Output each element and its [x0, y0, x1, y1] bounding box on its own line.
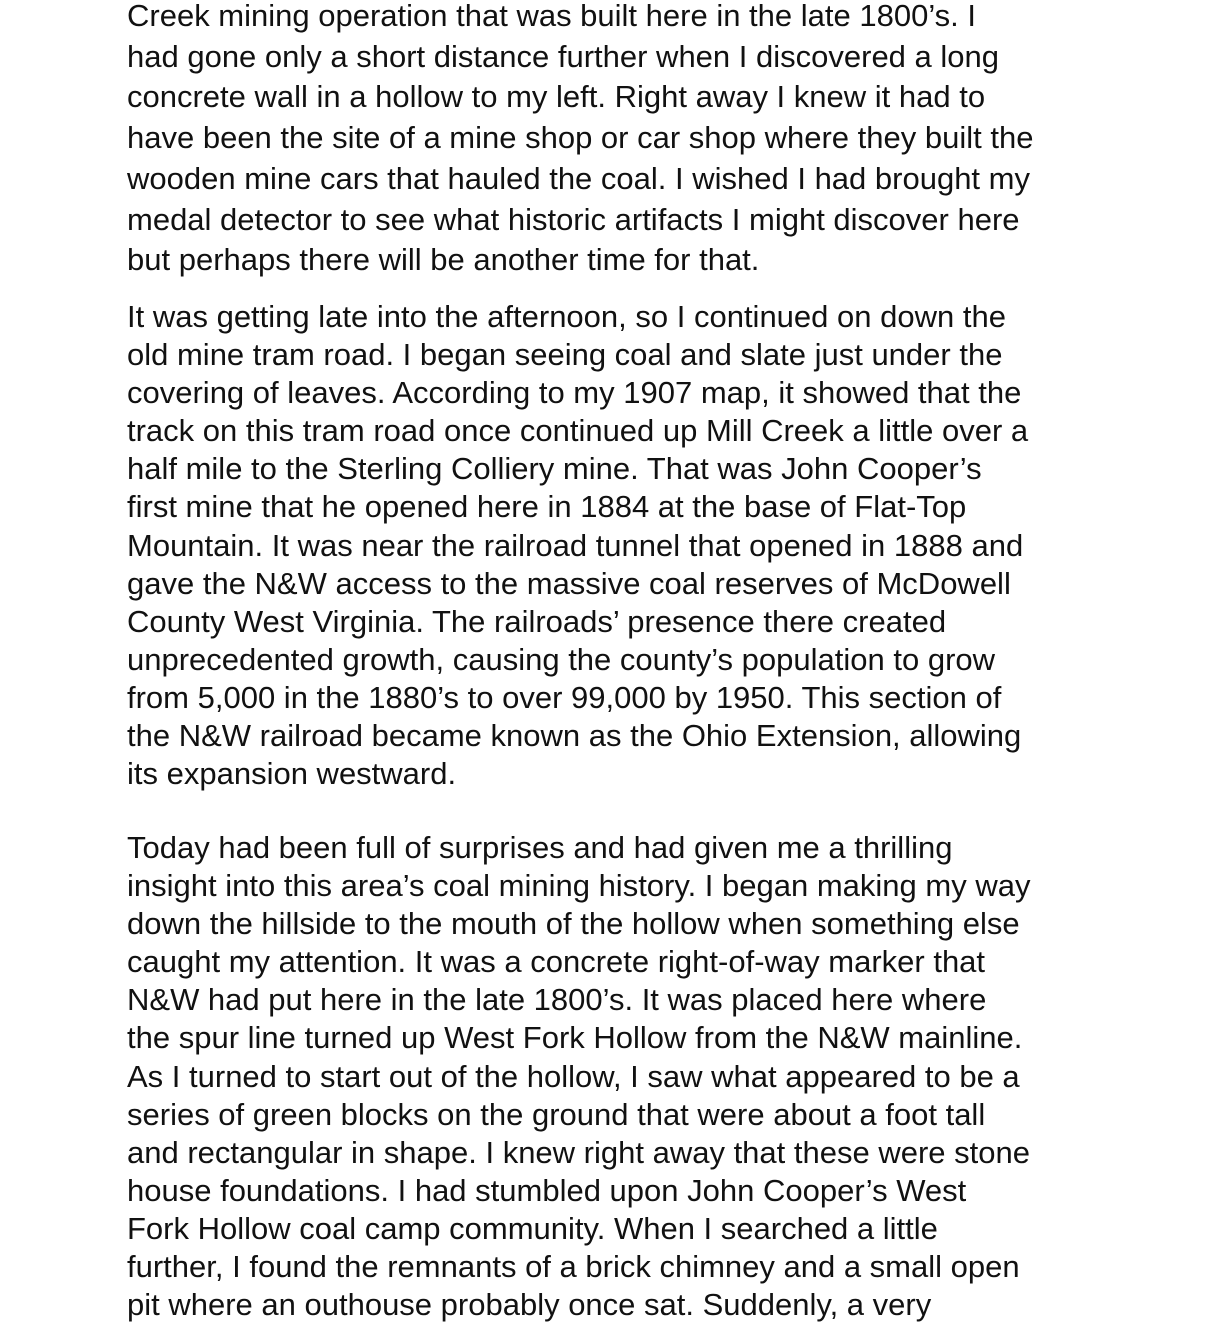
text-line: It was getting late into the afternoon, so I continued on down the [127, 299, 1006, 334]
text-line: unprecedented growth, causing the county’s population to grow [127, 641, 996, 677]
text-line: house foundations. I had stumbled upon John Cooper’s West [127, 1172, 967, 1208]
text-line: wooden mine cars that hauled the coal. I wished I had brought my [127, 160, 1030, 196]
text-line: and rectangular in shape. I knew right away that these were stone [127, 1134, 1030, 1170]
text-line: the spur line turned up West Fork Hollow from the N&W mainline. [127, 1020, 1023, 1056]
text-line: medal detector to see what historic artifacts I might discover here [127, 201, 1020, 237]
text-line: series of green blocks on the ground that were about a foot tall [127, 1096, 986, 1132]
text-line: As I turned to start out of the hollow, I saw what appeared to be a [127, 1058, 1020, 1094]
text-line: pit where an outhouse probably once sat. Suddenly, a very [127, 1287, 932, 1323]
text-line: track on this tram road once continued up Mill Creek a little over a [127, 413, 1029, 449]
paragraph-tram-road [127, 298, 1028, 793]
text-line: Creek mining operation that was built here in the late 1800’s. I [127, 0, 976, 33]
text-line: covering of leaves. According to my 1907 map, it showed that the [127, 375, 1022, 411]
text-line: caught my attention. It was a concrete right-of-way marker that [127, 944, 986, 980]
text-line: Today had been full of surprises and had given me a thrilling [127, 830, 953, 865]
text-line: but perhaps there will be another time for that. [127, 242, 760, 278]
text-line: from 5,000 in the 1880’s to over 99,000 by 1950. This section of [127, 679, 1002, 715]
text-line: Mountain. It was near the railroad tunnel that opened in 1888 and [127, 527, 1024, 563]
paragraph-coal-camp [127, 829, 1030, 1324]
text-line: insight into this area’s coal mining history. I began making my way [127, 868, 1031, 904]
text-line: had gone only a short distance further when I discovered a long [127, 38, 999, 74]
text-line: further, I found the remnants of a brick chimney and a small open [127, 1249, 1020, 1285]
text-line: N&W had put here in the late 1800’s. It was placed here where [127, 982, 987, 1018]
text-line: gave the N&W access to the massive coal reserves of McDowell [127, 565, 1011, 601]
text-line: County West Virginia. The railroads’ presence there created [127, 603, 947, 639]
text-line: its expansion westward. [127, 756, 457, 792]
text-line: have been the site of a mine shop or car shop where they built the [127, 120, 1034, 156]
paragraph-mine-shop [127, 0, 1033, 281]
text-line: Fork Hollow coal camp community. When I searched a little [127, 1210, 938, 1246]
text-line: half mile to the Sterling Colliery mine. That was John Cooper’s [127, 451, 982, 487]
text-line: concrete wall in a hollow to my left. Right away I knew it had to [127, 79, 986, 115]
text-line: down the hillside to the mouth of the hollow when something else [127, 906, 1020, 942]
text-line: the N&W railroad became known as the Ohio Extension, allowing [127, 718, 1022, 754]
text-line: old mine tram road. I began seeing coal and slate just under the [127, 337, 1003, 373]
text-line: first mine that he opened here in 1884 at the base of Flat-Top [127, 489, 967, 525]
